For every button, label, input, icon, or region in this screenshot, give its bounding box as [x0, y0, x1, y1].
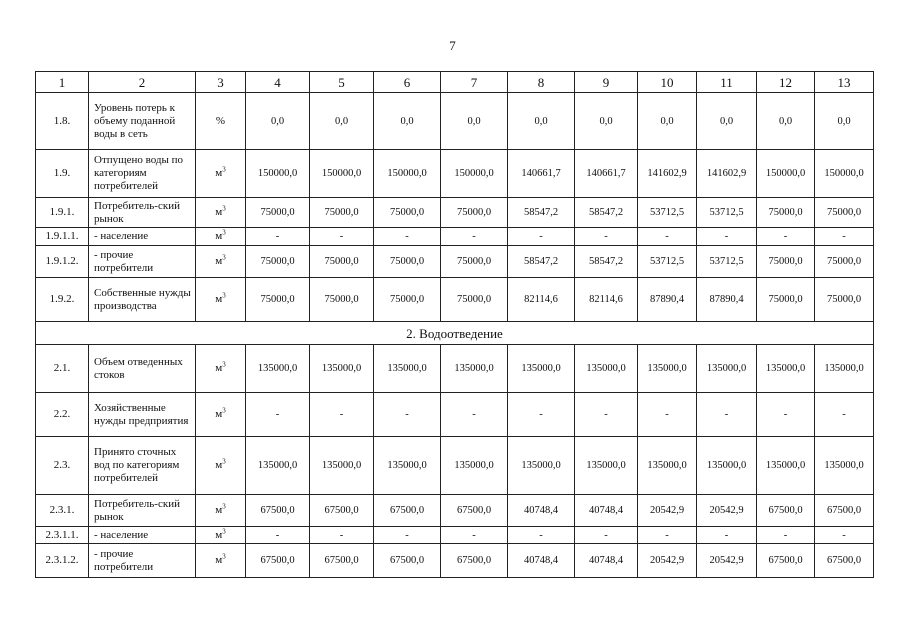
- row-code: 2.3.: [36, 437, 89, 495]
- section-title: 2. Водоотведение: [36, 322, 874, 345]
- value-cell: 75000,0: [246, 278, 310, 322]
- value-cell: 67500,0: [441, 544, 508, 578]
- value-cell: 140661,7: [508, 150, 575, 198]
- value-cell: -: [508, 228, 575, 246]
- value-cell: 141602,9: [697, 150, 757, 198]
- value-cell: 150000,0: [246, 150, 310, 198]
- value-cell: 75000,0: [441, 278, 508, 322]
- header-row: [36, 72, 874, 93]
- value-cell: 135000,0: [246, 345, 310, 393]
- value-cell: 67500,0: [815, 544, 874, 578]
- value-cell: 140661,7: [575, 150, 638, 198]
- unit-superscript: 3: [222, 165, 226, 174]
- value-cell: 67500,0: [441, 495, 508, 527]
- value-cell: 67500,0: [757, 544, 815, 578]
- row-label: Отпущено воды по категориям потребителей: [89, 150, 196, 198]
- row-unit: [196, 345, 246, 393]
- value-cell: 58547,2: [508, 198, 575, 228]
- value-cell: 75000,0: [246, 198, 310, 228]
- value-cell: 0,0: [815, 93, 874, 150]
- row-unit: [196, 393, 246, 437]
- column-header: 5: [310, 72, 374, 93]
- unit-text: м: [215, 230, 223, 242]
- row-unit: [196, 198, 246, 228]
- value-cell: -: [508, 393, 575, 437]
- value-cell: 75000,0: [441, 198, 508, 228]
- row-label: Объем отведенных стоков: [89, 345, 196, 393]
- value-cell: 87890,4: [697, 278, 757, 322]
- value-cell: 67500,0: [374, 544, 441, 578]
- row-label: - население: [89, 527, 196, 544]
- unit-text: м: [215, 362, 223, 374]
- value-cell: 135000,0: [697, 437, 757, 495]
- water-balance-table: [35, 71, 874, 578]
- value-cell: -: [441, 393, 508, 437]
- value-cell: -: [815, 393, 874, 437]
- column-header: 6: [374, 72, 441, 93]
- unit-superscript: 3: [222, 291, 226, 300]
- unit-text: м: [215, 528, 223, 541]
- value-cell: 67500,0: [246, 544, 310, 578]
- value-cell: 20542,9: [638, 544, 697, 578]
- value-cell: 58547,2: [508, 246, 575, 278]
- value-cell: 67500,0: [246, 495, 310, 527]
- table-row: [36, 437, 874, 495]
- row-code: 1.8.: [36, 93, 89, 150]
- row-unit: [196, 93, 246, 150]
- unit-text: м: [215, 554, 223, 566]
- value-cell: 0,0: [246, 93, 310, 150]
- unit-text: м: [215, 167, 223, 179]
- value-cell: 75000,0: [815, 198, 874, 228]
- value-cell: 135000,0: [246, 437, 310, 495]
- row-label: Принято сточных вод по категориям потребителей: [89, 437, 196, 495]
- value-cell: 53712,5: [638, 246, 697, 278]
- value-cell: 58547,2: [575, 198, 638, 228]
- row-code: 1.9.: [36, 150, 89, 198]
- row-unit: [196, 527, 246, 544]
- value-cell: -: [246, 527, 310, 544]
- value-cell: -: [374, 527, 441, 544]
- row-unit: [196, 495, 246, 527]
- column-header: 10: [638, 72, 697, 93]
- value-cell: 135000,0: [757, 437, 815, 495]
- value-cell: 82114,6: [508, 278, 575, 322]
- value-cell: 67500,0: [757, 495, 815, 527]
- value-cell: 20542,9: [638, 495, 697, 527]
- row-label: Потребитель-ский рынок: [89, 495, 196, 527]
- row-unit: [196, 246, 246, 278]
- value-cell: -: [575, 527, 638, 544]
- unit-text: м: [215, 206, 223, 218]
- value-cell: -: [310, 393, 374, 437]
- value-cell: 82114,6: [575, 278, 638, 322]
- column-header: 7: [441, 72, 508, 93]
- column-header: 8: [508, 72, 575, 93]
- value-cell: 150000,0: [441, 150, 508, 198]
- value-cell: 135000,0: [441, 437, 508, 495]
- value-cell: 75000,0: [374, 198, 441, 228]
- value-cell: 67500,0: [310, 495, 374, 527]
- row-code: 2.3.1.: [36, 495, 89, 527]
- unit-text: м: [215, 504, 223, 516]
- value-cell: 0,0: [697, 93, 757, 150]
- table-row: [36, 198, 874, 228]
- value-cell: -: [246, 393, 310, 437]
- value-cell: 75000,0: [815, 278, 874, 322]
- value-cell: -: [374, 228, 441, 246]
- value-cell: 53712,5: [697, 246, 757, 278]
- value-cell: 40748,4: [508, 544, 575, 578]
- column-header: 3: [196, 72, 246, 93]
- value-cell: -: [697, 228, 757, 246]
- table-row: [36, 93, 874, 150]
- value-cell: -: [815, 228, 874, 246]
- value-cell: -: [441, 228, 508, 246]
- value-cell: 75000,0: [246, 246, 310, 278]
- table-row: [36, 393, 874, 437]
- column-header: 1: [36, 72, 89, 93]
- value-cell: 75000,0: [757, 246, 815, 278]
- value-cell: 135000,0: [815, 345, 874, 393]
- column-header: 11: [697, 72, 757, 93]
- unit-text: м: [215, 255, 223, 267]
- value-cell: -: [310, 527, 374, 544]
- value-cell: 135000,0: [374, 345, 441, 393]
- value-cell: 135000,0: [508, 437, 575, 495]
- value-cell: 40748,4: [575, 544, 638, 578]
- value-cell: 67500,0: [310, 544, 374, 578]
- value-cell: 0,0: [757, 93, 815, 150]
- value-cell: 0,0: [374, 93, 441, 150]
- value-cell: 150000,0: [815, 150, 874, 198]
- value-cell: -: [757, 527, 815, 544]
- row-label: Уровень потерь к объему поданной воды в сеть: [89, 93, 196, 150]
- column-header: 12: [757, 72, 815, 93]
- value-cell: 135000,0: [638, 345, 697, 393]
- column-header: 13: [815, 72, 874, 93]
- column-header: 2: [89, 72, 196, 93]
- row-code: 2.3.1.1.: [36, 527, 89, 544]
- value-cell: 135000,0: [638, 437, 697, 495]
- row-unit: [196, 544, 246, 578]
- value-cell: 135000,0: [697, 345, 757, 393]
- row-code: 2.2.: [36, 393, 89, 437]
- value-cell: 0,0: [575, 93, 638, 150]
- table-row: [36, 228, 874, 246]
- value-cell: -: [575, 228, 638, 246]
- row-unit: [196, 437, 246, 495]
- unit-superscript: 3: [222, 228, 226, 237]
- value-cell: -: [310, 228, 374, 246]
- value-cell: 0,0: [508, 93, 575, 150]
- value-cell: 150000,0: [310, 150, 374, 198]
- unit-text: %: [215, 114, 226, 127]
- unit-superscript: 3: [222, 406, 226, 415]
- value-cell: 75000,0: [374, 246, 441, 278]
- value-cell: 135000,0: [575, 437, 638, 495]
- value-cell: 67500,0: [815, 495, 874, 527]
- value-cell: 141602,9: [638, 150, 697, 198]
- value-cell: -: [638, 228, 697, 246]
- row-code: 1.9.1.: [36, 198, 89, 228]
- row-code: 1.9.1.1.: [36, 228, 89, 246]
- value-cell: 75000,0: [757, 278, 815, 322]
- value-cell: 75000,0: [815, 246, 874, 278]
- unit-superscript: 3: [222, 552, 226, 561]
- value-cell: 40748,4: [575, 495, 638, 527]
- value-cell: 20542,9: [697, 495, 757, 527]
- row-label: Хозяйственные нужды предприятия: [89, 393, 196, 437]
- value-cell: 75000,0: [374, 278, 441, 322]
- value-cell: -: [757, 393, 815, 437]
- value-cell: 67500,0: [374, 495, 441, 527]
- value-cell: -: [815, 527, 874, 544]
- value-cell: 135000,0: [441, 345, 508, 393]
- value-cell: 135000,0: [374, 437, 441, 495]
- unit-superscript: 3: [222, 502, 226, 511]
- value-cell: -: [246, 228, 310, 246]
- table-row: [36, 150, 874, 198]
- table-row: [36, 527, 874, 544]
- value-cell: 135000,0: [575, 345, 638, 393]
- value-cell: 75000,0: [310, 198, 374, 228]
- row-label: - прочие потребители: [89, 246, 196, 278]
- column-header: 9: [575, 72, 638, 93]
- value-cell: 40748,4: [508, 495, 575, 527]
- value-cell: 0,0: [310, 93, 374, 150]
- value-cell: 58547,2: [575, 246, 638, 278]
- value-cell: 135000,0: [815, 437, 874, 495]
- table-row: [36, 246, 874, 278]
- value-cell: 53712,5: [638, 198, 697, 228]
- value-cell: -: [697, 527, 757, 544]
- unit-superscript: 3: [222, 360, 226, 369]
- unit-text: м: [215, 293, 223, 305]
- section-row: [36, 322, 874, 345]
- table-row: [36, 345, 874, 393]
- value-cell: 135000,0: [310, 437, 374, 495]
- value-cell: 75000,0: [310, 278, 374, 322]
- unit-text: м: [215, 459, 223, 471]
- table-row: [36, 544, 874, 578]
- unit-superscript: 3: [222, 457, 226, 466]
- unit-superscript: 3: [222, 253, 226, 262]
- value-cell: 20542,9: [697, 544, 757, 578]
- column-header: 4: [246, 72, 310, 93]
- value-cell: -: [757, 228, 815, 246]
- value-cell: 150000,0: [757, 150, 815, 198]
- unit-text: м: [215, 408, 223, 420]
- row-unit: [196, 228, 246, 246]
- value-cell: -: [575, 393, 638, 437]
- value-cell: 150000,0: [374, 150, 441, 198]
- value-cell: 75000,0: [310, 246, 374, 278]
- row-code: 2.1.: [36, 345, 89, 393]
- value-cell: 87890,4: [638, 278, 697, 322]
- value-cell: 53712,5: [697, 198, 757, 228]
- unit-superscript: 3: [222, 526, 226, 535]
- row-code: 2.3.1.2.: [36, 544, 89, 578]
- value-cell: 135000,0: [508, 345, 575, 393]
- value-cell: -: [508, 527, 575, 544]
- row-unit: [196, 150, 246, 198]
- value-cell: -: [374, 393, 441, 437]
- page-number: 7: [449, 38, 456, 53]
- row-label: Потребитель-ский рынок: [89, 198, 196, 228]
- row-code: 1.9.2.: [36, 278, 89, 322]
- value-cell: 135000,0: [757, 345, 815, 393]
- value-cell: 135000,0: [310, 345, 374, 393]
- row-label: Собственные нужды производства: [89, 278, 196, 322]
- row-label: - население: [89, 228, 196, 246]
- value-cell: -: [638, 527, 697, 544]
- unit-superscript: 3: [222, 204, 226, 213]
- row-code: 1.9.1.2.: [36, 246, 89, 278]
- value-cell: -: [441, 527, 508, 544]
- value-cell: 75000,0: [757, 198, 815, 228]
- value-cell: 75000,0: [441, 246, 508, 278]
- value-cell: 0,0: [441, 93, 508, 150]
- table-row: [36, 495, 874, 527]
- row-label: - прочие потребители: [89, 544, 196, 578]
- table-row: [36, 278, 874, 322]
- value-cell: -: [638, 393, 697, 437]
- value-cell: 0,0: [638, 93, 697, 150]
- row-unit: [196, 278, 246, 322]
- value-cell: -: [697, 393, 757, 437]
